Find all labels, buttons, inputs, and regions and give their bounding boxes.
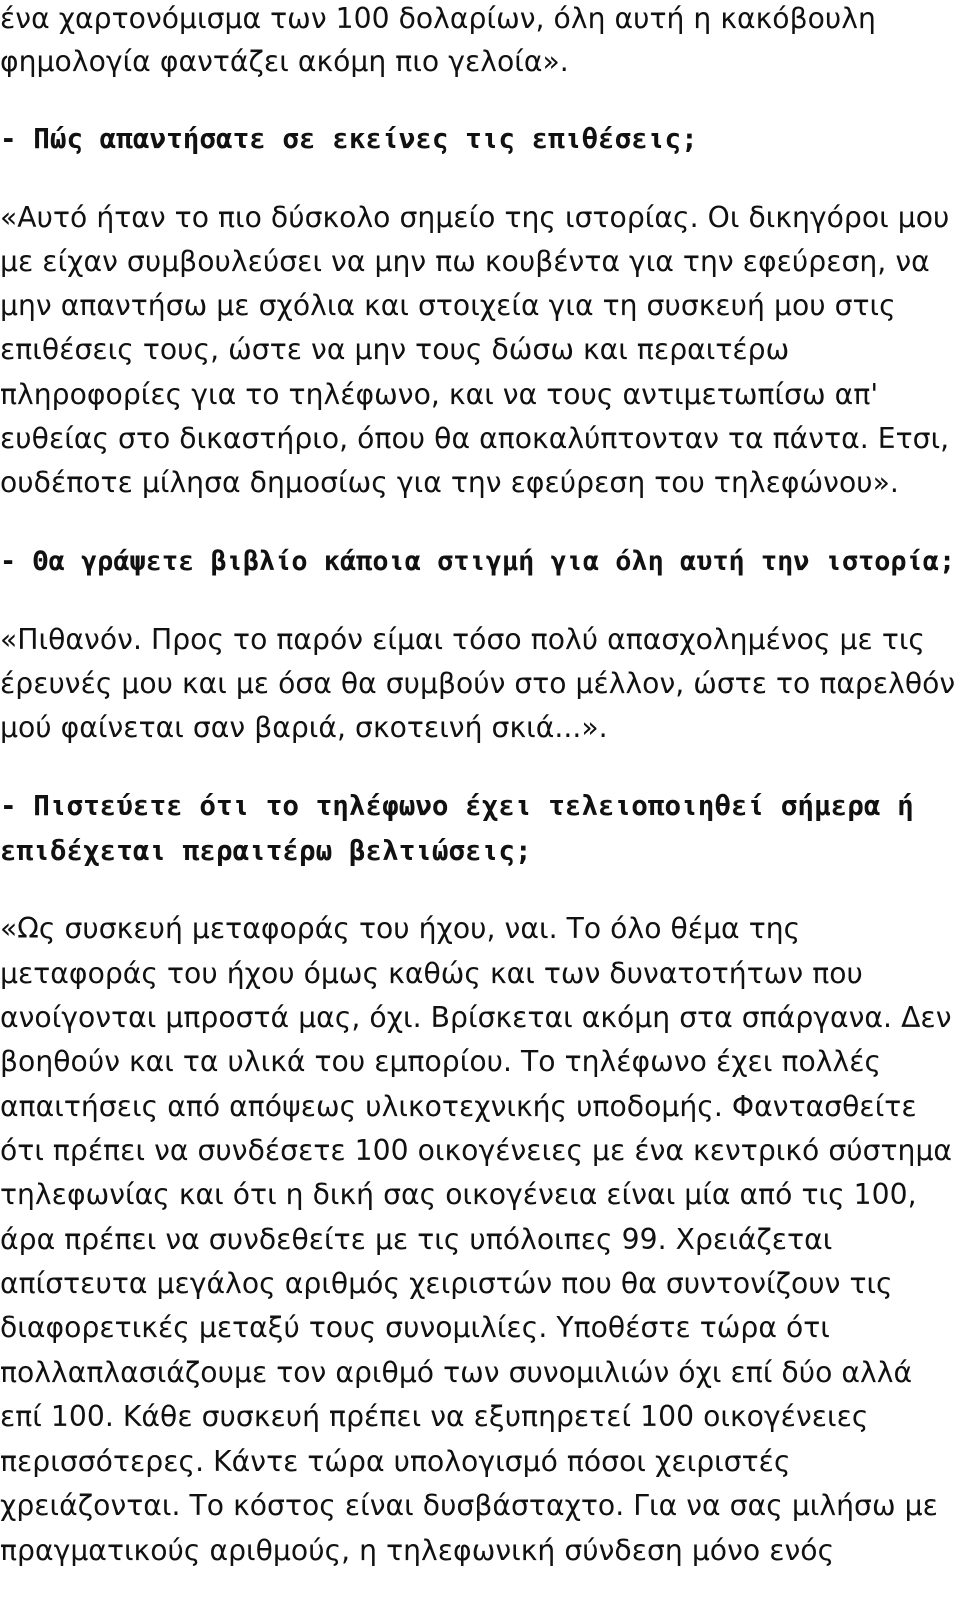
text-line: ότι πρέπει να συνδέσετε 100 οικογένειες με ένα κεντρικό σύστημα (0, 1134, 953, 1167)
question-line: - Πώς απαντήσατε σε εκείνες τις επιθέσεις; (0, 122, 698, 155)
text-line: μού φαίνεται σαν βαριά, σκοτεινή σκιά...». (0, 711, 608, 744)
text-line: πραγματικούς αριθμούς, η τηλεφωνική σύνδεση μόνο ενός (0, 1534, 835, 1567)
text-line: πληροφορίες για το τηλέφωνο, και να τους αντιμετωπίσω απ' (0, 378, 879, 411)
text-line: βοηθούν και τα υλικά του εμπορίου. Το τηλέφωνο έχει πολλές (0, 1045, 882, 1078)
question-line: επιδέχεται περαιτέρω βελτιώσεις; (0, 834, 532, 867)
text-line: ανοίγονται μπροστά μας, όχι. Βρίσκεται ακόμη στα σπάργανα. Δεν (0, 1001, 952, 1034)
text-line: ευθείας στο δικαστήριο, όπου θα αποκαλύπτονταν τα πάντα. Ετσι, (0, 422, 950, 455)
text-line: μεταφοράς του ήχου όμως καθώς και των δυνατοτήτων που (0, 957, 863, 990)
text-line: φημολογία φαντάζει ακόμη πιο γελοία». (0, 45, 569, 78)
text-line: απαιτήσεις από απόψεως υλικοτεχνικής υποδομής. Φαντασθείτε (0, 1090, 917, 1123)
text-line: επί 100. Κάθε συσκευή πρέπει να εξυπηρετεί 100 οικογένειες (0, 1400, 869, 1433)
text-line: τηλεφωνίας και ότι η δική σας οικογένεια είναι μία από τις 100, (0, 1178, 917, 1211)
question-line: - Θα γράψετε βιβλίο κάποια στιγμή για όλη αυτή την ιστορία; (0, 546, 956, 577)
text-line: «Αυτό ήταν το πιο δύσκολο σημείο της ιστορίας. Οι δικηγόροι μου (0, 201, 950, 234)
text-line: περισσότερες. Κάντε τώρα υπολογισμό πόσοι χειριστές (0, 1445, 791, 1478)
text-line: «Ως συσκευή μεταφοράς του ήχου, ναι. Το όλο θέμα της (0, 912, 801, 945)
text-line: ουδέποτε μίλησα δημοσίως για την εφεύρεση του τηλεφώνου». (0, 466, 899, 499)
text-line: με είχαν συμβουλεύσει να μην πω κουβέντα για την εφεύρεση, να (0, 245, 930, 278)
text-line: «Πιθανόν. Προς το παρόν είμαι τόσο πολύ απασχολημένος με τις (0, 623, 926, 656)
text-line: διαφορετικές μεταξύ τους συνομιλίες. Υποθέστε τώρα ότι (0, 1311, 830, 1344)
text-line: πολλαπλασιάζουμε τον αριθμό των συνομιλιών όχι επί δύο αλλά (0, 1356, 913, 1389)
text-line: άρα πρέπει να συνδεθείτε με τις υπόλοιπες 99. Χρειάζεται (0, 1223, 833, 1256)
text-line: έρευνές μου και με όσα θα συμβούν στο μέλλον, ώστε το παρελθόν (0, 667, 956, 700)
text-line: ένα χαρτονόμισμα των 100 δολαρίων, όλη αυτή η κακόβουλη (0, 2, 876, 35)
question-line: - Πιστεύετε ότι το τηλέφωνο έχει τελειοποιηθεί σήμερα ή (0, 789, 914, 822)
text-line: μην απαντήσω με σχόλια και στοιχεία για τη συσκευή μου στις (0, 289, 896, 322)
text-line: επιθέσεις τους, ώστε να μην τους δώσω και περαιτέρω (0, 333, 790, 366)
text-line: χρειάζονται. Το κόστος είναι δυσβάσταχτο. Για να σας μιλήσω με (0, 1489, 938, 1522)
text-line: απίστευτα μεγάλος αριθμός χειριστών που θα συντονίζουν τις (0, 1267, 893, 1300)
